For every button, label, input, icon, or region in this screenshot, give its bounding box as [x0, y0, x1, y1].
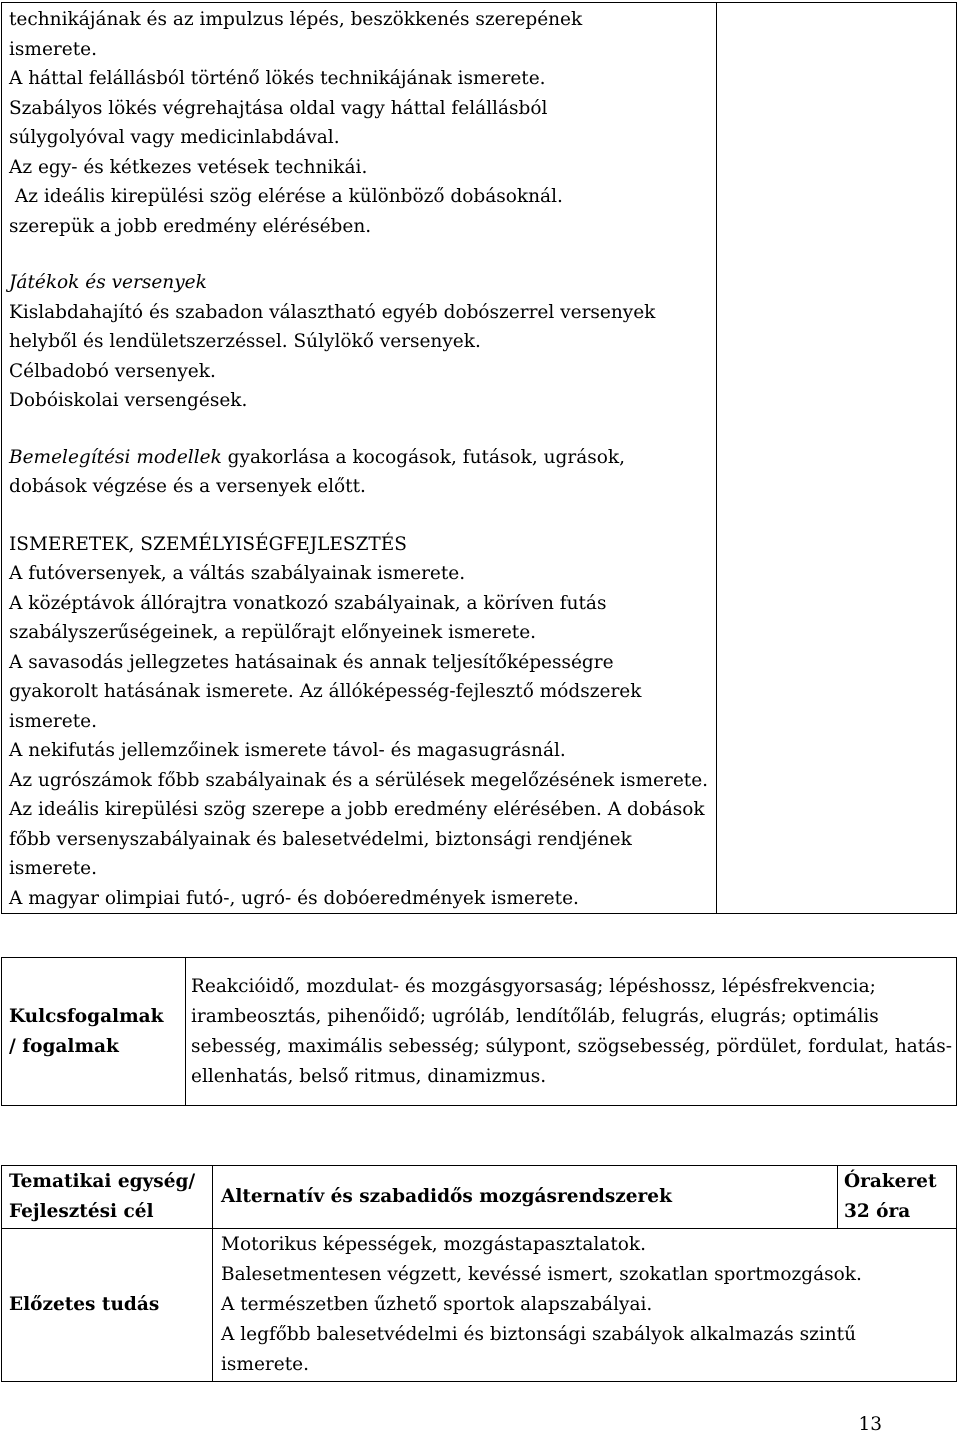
page-number: 13: [858, 1414, 882, 1435]
keywords-label-line-1: Kulcsfogalmak: [9, 1005, 164, 1027]
prior-knowledge-label: Előzetes tudás: [2, 1229, 213, 1382]
keywords-text: Reakcióidő, mozdulat- és mozgásgyorsaság; lépéshossz, lépésfrekvencia; irambeosztás, pihenőidő; ugróláb, lendítőláb, felugrás, elugrás; optimális sebesség, maximális sebesség; súlypont, szögsebesség, pördület, fordulat, hatás-ellenhatás, belső ritmus, dinamizmus.: [186, 958, 957, 1106]
games-line-3: Dobóiskolai versengések.: [9, 390, 248, 411]
prior-knowledge-text: [213, 1229, 957, 1382]
intro-line-1: technikájának és az impulzus lépés, beszökkenés szerepének ismerete.: [9, 9, 583, 60]
unit-label-line-2: Fejlesztési cél: [9, 1201, 154, 1222]
unit-label: [2, 1166, 213, 1229]
intro-line-3: Szabályos lökés végrehajtása oldal vagy háttal felállásból súlygolyóval vagy medicinlabdával.: [9, 97, 548, 148]
intro-line-4: Az egy- és kétkezes vetések technikái.: [9, 156, 368, 178]
games-line-2: Célbadobó versenyek.: [9, 360, 216, 382]
knowledge-heading: ISMERETEK, SZEMÉLYISÉGFEJLESZTÉS: [9, 533, 407, 555]
unit-label-line-1: Tematikai egység/: [9, 1171, 196, 1192]
content-table: [1, 2, 957, 914]
hours-cell: [838, 1166, 957, 1229]
knowledge-line-6: Az ideális kirepülési szög szerepe a jobb eredmény elérésében. A dobások főbb versenyszabályainak és balesetvédelmi, biztonsági rendjének ismerete.: [9, 799, 705, 879]
intro-line-6: szerepük a jobb eredmény elérésében.: [9, 215, 372, 237]
intro-line-2: A háttal felállásból történő lökés technikájának ismerete.: [9, 68, 546, 89]
knowledge-line-5: Az ugrószámok főbb szabályainak és a sérülések megelőzésének ismerete.: [9, 769, 709, 791]
unit-title: Alternatív és szabadidős mozgásrendszerek: [213, 1166, 838, 1229]
prior-line-4: A legfőbb balesetvédelmi és biztonsági szabályok alkalmazás szintű ismerete.: [221, 1324, 857, 1375]
warmup-paragraph: [9, 443, 689, 502]
content-cell: [2, 3, 717, 914]
spacer: [9, 502, 716, 530]
knowledge-line-4: A nekifutás jellemzőinek ismerete távol- és magasugrásnál.: [9, 740, 566, 761]
knowledge-line-3: A savasodás jellegzetes hatásainak és annak teljesítőképességre gyakorolt hatásának ismerete. Az állóképesség-fejlesztő módszerek ismerete.: [9, 651, 642, 732]
hours-label: Órakeret: [844, 1171, 937, 1192]
knowledge-line-1: A futóversenyek, a váltás szabályainak ismerete.: [9, 563, 466, 584]
keywords-label-line-2: / fogalmak: [9, 1035, 119, 1057]
empty-cell: [717, 3, 957, 914]
prior-line-3: A természetben űzhető sportok alapszabályai.: [221, 1294, 653, 1315]
keywords-label: [2, 958, 186, 1106]
knowledge-line-7: A magyar olimpiai futó-, ugró- és dobóeredmények ismerete.: [9, 887, 579, 909]
intro-line-5: Az ideális kirepülési szög elérése a különböző dobásoknál.: [9, 186, 563, 207]
hours-value: 32 óra: [844, 1201, 911, 1222]
games-heading: Játékok és versenyek: [9, 272, 207, 293]
prior-line-2: Balesetmentesen végzett, kevéssé ismert, szokatlan sportmozgások.: [221, 1264, 862, 1285]
spacer: [9, 241, 716, 268]
prior-line-1: Motorikus képességek, mozgástapasztalatok.: [221, 1234, 647, 1255]
games-line-1: Kislabdahajító és szabadon választható egyéb dobószerrel versenyek helyből és lendületszerzéssel. Súlylökő versenyek.: [9, 301, 656, 352]
keywords-table: [1, 957, 957, 1106]
warmup-rest: gyakorlása a kocogások, futások, ugrások, dobások végzése és a versenyek előtt.: [9, 446, 625, 497]
warmup-italic: Bemelegítési modellek: [9, 446, 222, 468]
knowledge-line-2: A középtávok állórajtra vonatkozó szabályainak, a köríven futás szabályszerűségeinek, a repülőrajt előnyeinek ismerete.: [9, 592, 607, 643]
thematic-unit-table: [1, 1165, 957, 1382]
spacer: [9, 416, 716, 443]
